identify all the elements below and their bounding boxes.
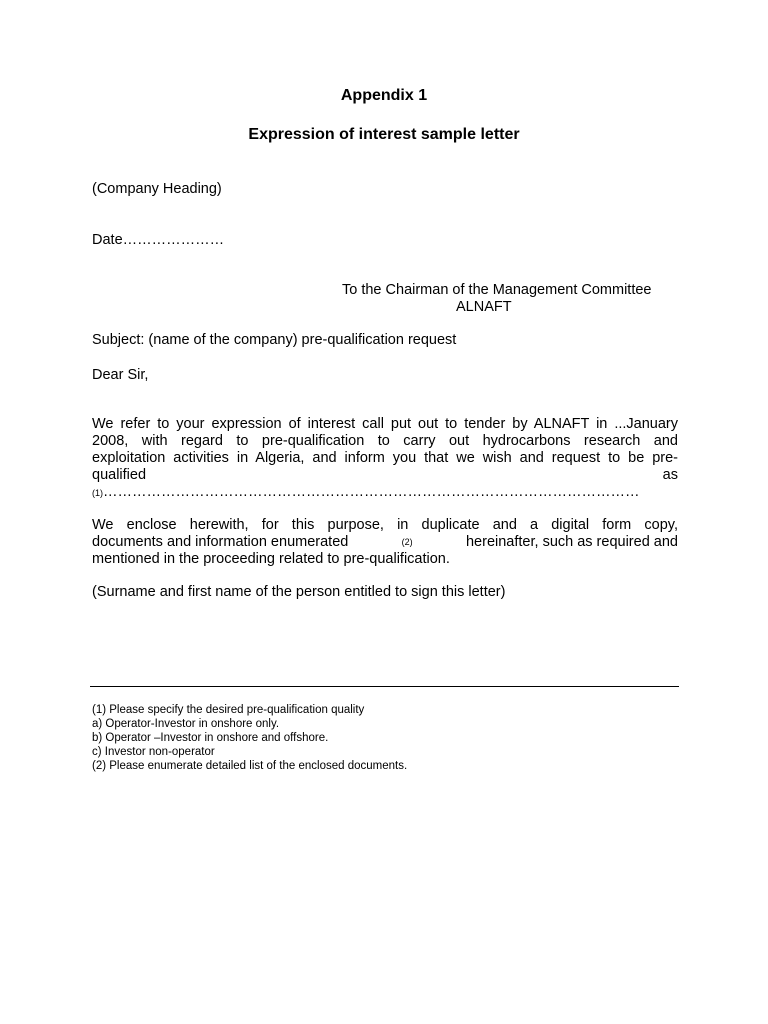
paragraph-2-line-1: We enclose herewith, for this purpose, in duplicate and a digital form copy,	[92, 517, 678, 533]
footnote-2: (2) Please enumerate detailed list of the enclosed documents.	[92, 760, 408, 772]
salutation: Dear Sir,	[92, 367, 149, 383]
paragraph-1-line-4	[92, 467, 678, 484]
subject-line: Subject: (name of the company) pre-qualification request	[92, 332, 457, 348]
recipient-line-2: ALNAFT	[456, 299, 512, 315]
paragraph-2	[92, 517, 678, 568]
paragraph-1-line-4-end: as	[662, 467, 678, 483]
footnote-1c: c) Investor non-operator	[92, 746, 215, 758]
footnote-marker-2: (2)	[401, 537, 413, 547]
paragraph-2-line-3: mentioned in the proceeding related to pre-qualification.	[92, 551, 450, 567]
recipient-line-1: To the Chairman of the Management Committee	[342, 282, 652, 298]
signature-line: (Surname and first name of the person entitled to sign this letter)	[92, 584, 506, 600]
appendix-title: Appendix 1	[340, 87, 428, 104]
paragraph-1-line-2: 2008, with regard to pre-qualification to carry out hydrocarbons research and	[92, 433, 678, 449]
footnote-1: (1) Please specify the desired pre-qualification quality	[92, 704, 365, 716]
letter-title: Expression of interest sample letter	[248, 126, 520, 143]
paragraph-2-line-2	[92, 534, 678, 551]
date-line: Date…………………	[92, 232, 225, 248]
footnote-1b: b) Operator –Investor in onshore and offshore.	[92, 732, 329, 744]
paragraph-1-line-5	[92, 484, 678, 502]
paragraph-1-line-3: exploitation activities in Algeria, and inform you that we wish and request to be pre-	[92, 450, 678, 466]
company-heading: (Company Heading)	[92, 181, 222, 197]
paragraph-2-line-2-start: documents and information enumerated	[92, 534, 349, 550]
paragraph-1-line-4-start: qualified	[92, 467, 147, 483]
footnote-divider	[90, 686, 679, 687]
paragraph-1-line-1: We refer to your expression of interest call put out to tender by ALNAFT in ...January	[92, 416, 678, 432]
footnote-marker-1: (1)	[92, 488, 103, 498]
footnote-1a: a) Operator-Investor in onshore only.	[92, 718, 280, 730]
footnotes	[92, 703, 407, 773]
qualification-dots: …………………………………………………………………………………………………	[103, 484, 640, 500]
paragraph-1	[92, 416, 678, 502]
paragraph-2-line-2-end: hereinafter, such as required and	[465, 534, 678, 550]
